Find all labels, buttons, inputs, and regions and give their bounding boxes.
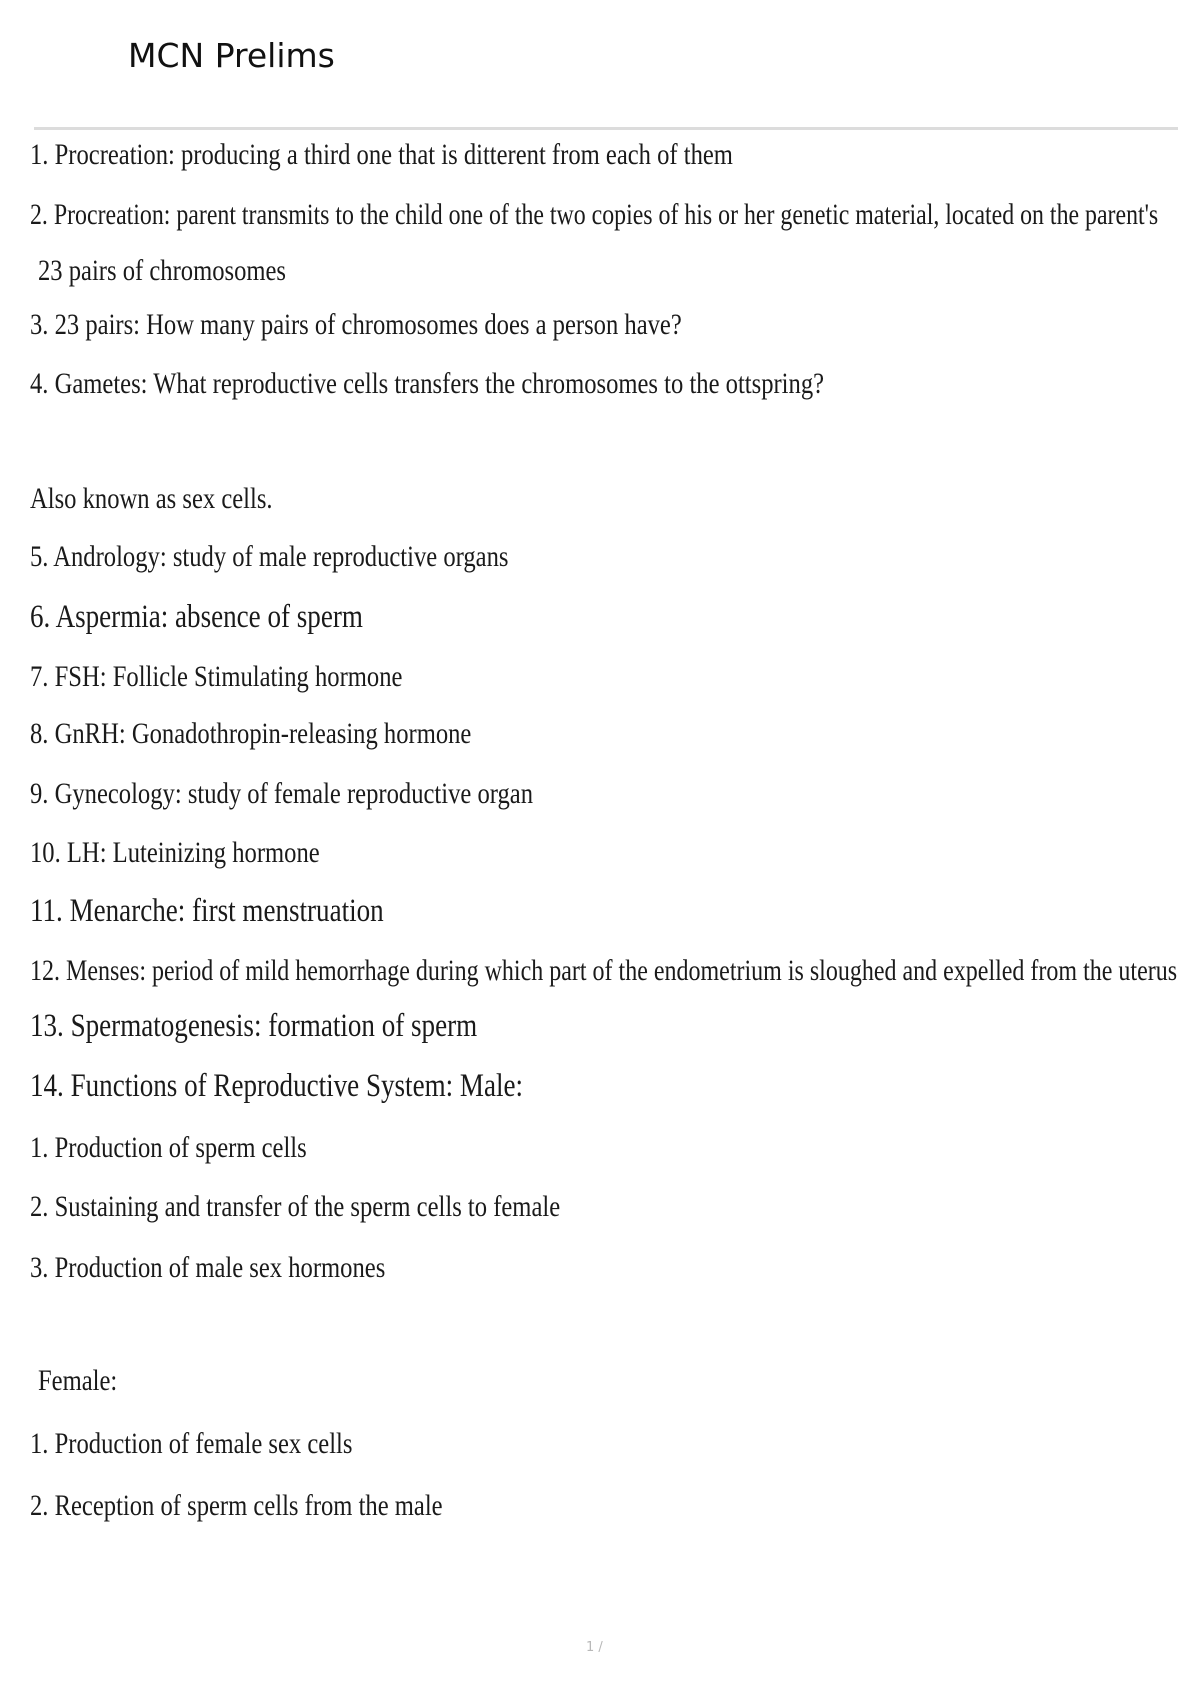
text-line-spermatogenesis: 13. Spermatogenesis: formation of sperm xyxy=(30,1008,478,1044)
text-line-gnrh: 8. GnRH: Gonadothropin-releasing hormone xyxy=(30,717,472,750)
text-line-female-function-2: 2. Reception of sperm cells from the male xyxy=(30,1489,443,1522)
text-line-procreation-2: 2. Procreation: parent transmits to the child one of the two copies of his or her genetic material, located on the parent's xyxy=(30,198,1159,231)
text-line-fsh: 7. FSH: Follicle Stimulating hormone xyxy=(30,660,403,693)
document-title: MCN Prelims xyxy=(128,36,335,75)
text-line-female-function-1: 1. Production of female sex cells xyxy=(30,1427,353,1460)
text-line-aspermia: 6. Aspermia: absence of sperm xyxy=(30,599,363,635)
text-line-sex-cells: Also known as sex cells. xyxy=(30,482,273,515)
text-line-menses: 12. Menses: period of mild hemorrhage during which part of the endometrium is sloughed and expelled from the uterus xyxy=(30,954,1178,987)
text-line-andrology: 5. Andrology: study of male reproductive organs xyxy=(30,540,509,573)
text-line-23-pairs: 3. 23 pairs: How many pairs of chromosomes does a person have? xyxy=(30,308,682,341)
text-line-gynecology: 9. Gynecology: study of female reproductive organ xyxy=(30,777,534,810)
text-line-male-function-2: 2. Sustaining and transfer of the sperm cells to female xyxy=(30,1190,561,1223)
title-divider xyxy=(34,127,1178,130)
text-line-procreation-1: 1. Procreation: producing a third one that is ditterent from each of them xyxy=(30,138,733,171)
text-line-functions-heading: 14. Functions of Reproductive System: Male: xyxy=(30,1068,524,1104)
text-line-procreation-2-cont: 23 pairs of chromosomes xyxy=(38,254,287,287)
text-line-lh: 10. LH: Luteinizing hormone xyxy=(30,836,320,869)
text-line-menarche: 11. Menarche: first menstruation xyxy=(30,893,384,929)
text-line-male-function-3: 3. Production of male sex hormones xyxy=(30,1251,386,1284)
text-line-female-heading: Female: xyxy=(38,1364,118,1397)
text-line-male-function-1: 1. Production of sperm cells xyxy=(30,1131,307,1164)
page-number: 1 / xyxy=(586,1640,603,1655)
text-line-gametes: 4. Gametes: What reproductive cells transfers the chromosomes to the ottspring? xyxy=(30,367,825,400)
